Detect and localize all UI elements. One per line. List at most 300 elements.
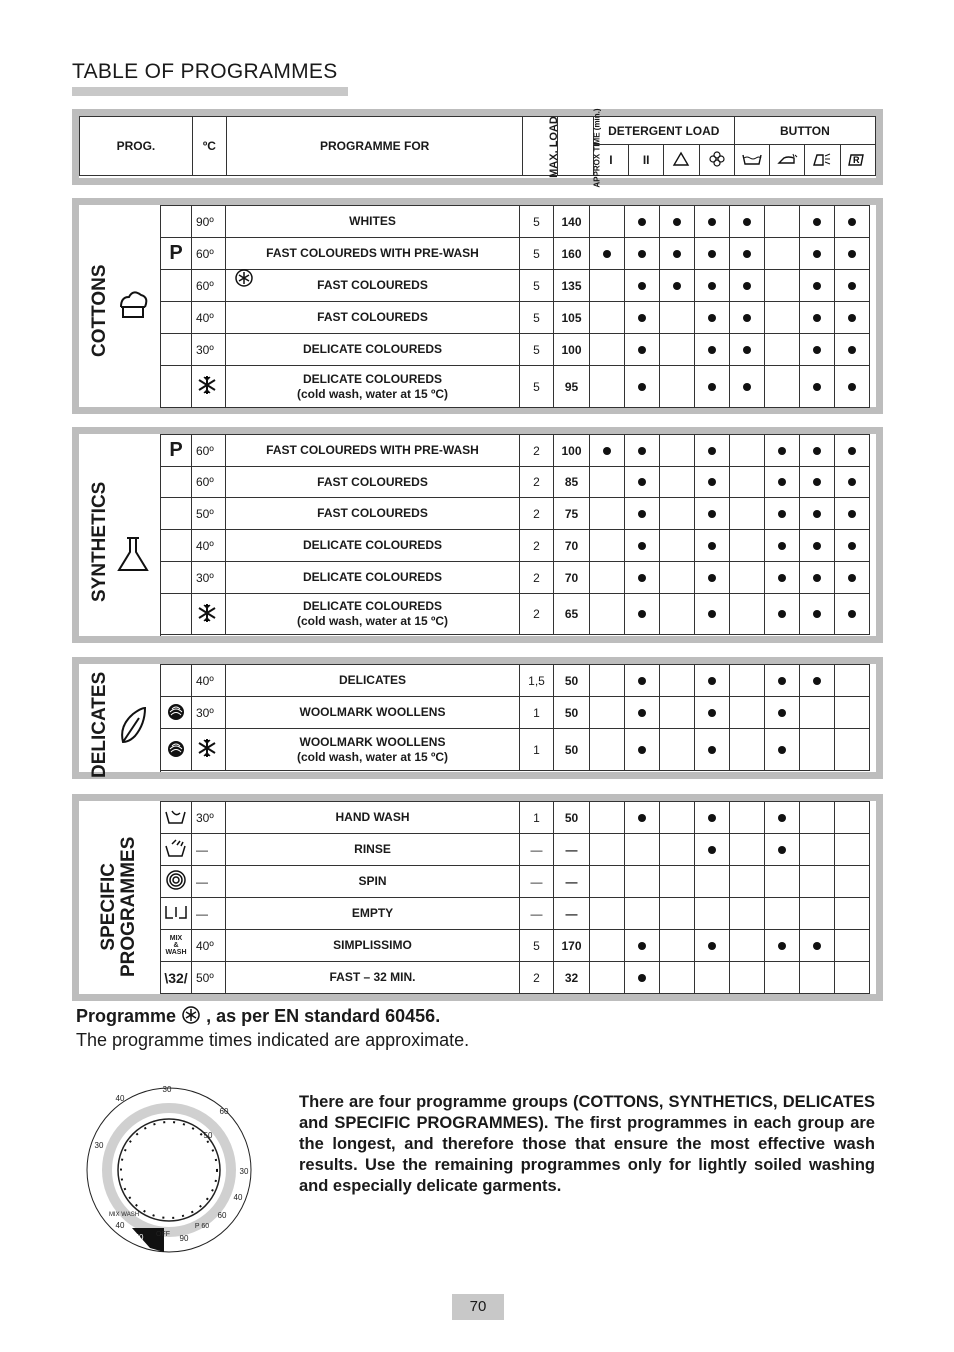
time-cell: 95 (554, 366, 590, 408)
mark-cell (765, 302, 800, 334)
mark-cell (660, 962, 695, 994)
page-number: 70 (452, 1294, 504, 1320)
mark-cell (625, 834, 660, 866)
mark-dot (778, 709, 786, 717)
delicates-icon (115, 704, 149, 746)
mark-cell (590, 435, 625, 467)
delicates-panel (72, 657, 883, 779)
mark-dot (848, 447, 856, 455)
mark-dot (708, 218, 716, 226)
mark-dot (708, 610, 716, 618)
table-row (161, 562, 870, 594)
mark-dot (813, 250, 821, 258)
mark-cell (660, 866, 695, 898)
mark-cell (800, 802, 835, 834)
mark-cell (800, 435, 835, 467)
mark-cell (730, 498, 765, 530)
mark-cell (660, 238, 695, 270)
mark-cell (800, 834, 835, 866)
load-cell: 1 (520, 802, 554, 834)
mark-cell (625, 530, 660, 562)
mark-cell (590, 665, 625, 697)
mark-cell (800, 697, 835, 729)
header-panel (72, 108, 883, 188)
mark-cell (660, 594, 695, 635)
mark-cell (800, 302, 835, 334)
mark-dot (813, 942, 821, 950)
table-row (161, 435, 870, 467)
mark-cell (695, 898, 730, 930)
table-row (161, 962, 870, 994)
load-cell: 5 (520, 366, 554, 408)
mark-dot (848, 478, 856, 486)
dial-label-50b: 50 (134, 1233, 144, 1242)
mark-cell (835, 238, 870, 270)
prog-cell (161, 498, 192, 530)
load-cell: — (520, 834, 554, 866)
prog-cell (161, 562, 192, 594)
synthetics-icon (115, 534, 151, 574)
mark-cell (590, 530, 625, 562)
mark-cell (835, 697, 870, 729)
svg-text:R: R (852, 154, 860, 165)
prog-cell: P (161, 435, 192, 467)
mark-cell (835, 594, 870, 635)
programme-table (160, 801, 870, 994)
mark-dot (778, 942, 786, 950)
mark-cell (730, 665, 765, 697)
time-cell: 140 (554, 206, 590, 238)
mark-cell (730, 467, 765, 498)
mark-dot (638, 610, 646, 618)
mark-dot (813, 478, 821, 486)
mark-dot (778, 542, 786, 550)
synthetics-panel (72, 427, 883, 643)
mark-cell (695, 530, 730, 562)
dial-label-30c: 30 (239, 1167, 249, 1176)
mark-cell (590, 498, 625, 530)
time-cell: 50 (554, 697, 590, 729)
mark-cell (625, 238, 660, 270)
temp-cell: — (192, 866, 226, 898)
mark-cell (835, 334, 870, 366)
mark-cell (660, 530, 695, 562)
mark-dot (638, 314, 646, 322)
header-max-load: MAX. LOAD (523, 117, 557, 176)
mark-cell (625, 206, 660, 238)
group-name: SPECIFIC PROGRAMMES (98, 836, 139, 977)
mark-cell (800, 962, 835, 994)
temp-cell: 50º (192, 962, 226, 994)
mark-cell (800, 930, 835, 962)
mark-cell (730, 930, 765, 962)
mark-cell (590, 206, 625, 238)
mark-cell (800, 270, 835, 302)
spray-icon (805, 145, 840, 176)
temp-cell (192, 366, 226, 408)
mark-dot (813, 314, 821, 322)
programme-cell: SIMPLISSIMO (226, 930, 520, 962)
programme-cell: DELICATE COLOUREDS (cold wash, water at 15 ºC) (226, 594, 520, 635)
mark-cell (765, 729, 800, 771)
dial-label-40b: 40 (233, 1193, 243, 1202)
mark-cell (800, 498, 835, 530)
table-row (161, 270, 870, 302)
mark-cell (695, 334, 730, 366)
mark-dot (708, 346, 716, 354)
en-standard-note: Programme , as per EN standard 60456. (76, 1006, 441, 1026)
mark-dot (813, 677, 821, 685)
dial-label-30a: 30 (162, 1085, 172, 1094)
mark-dot (708, 314, 716, 322)
dial-label-60b: 60 (217, 1211, 227, 1220)
mark-cell (730, 562, 765, 594)
time-cell: 70 (554, 562, 590, 594)
mark-dot (708, 282, 716, 290)
prog-cell (161, 334, 192, 366)
mark-cell (625, 697, 660, 729)
mark-dot (778, 746, 786, 754)
mark-dot (813, 383, 821, 391)
mark-cell (835, 530, 870, 562)
rapid-icon (840, 145, 875, 176)
mark-dot (743, 346, 751, 354)
cottons-panel (72, 198, 883, 414)
mark-cell (765, 930, 800, 962)
mark-dot (603, 250, 611, 258)
header-detergent-load: DETERGENT LOAD (593, 117, 734, 145)
cottons-icon (115, 285, 151, 321)
cold-wash-icon (196, 748, 218, 762)
mark-cell (765, 435, 800, 467)
empty-icon (164, 910, 188, 924)
programme-groups-paragraph: There are four programme groups (COTTONS, SYNTHETICS, DELICATES and SPECIFIC PROGRAMMES). The first programmes in each group are the longest, and therefore those that ensure the most effective wash results. Use the remaining programmes only for lightly soiled washing and especially delicate garments. (299, 1093, 875, 1195)
mark-dot (638, 974, 646, 982)
mark-dot (813, 447, 821, 455)
load-cell: 5 (520, 334, 554, 366)
prog-cell (161, 594, 192, 635)
prog-cell (161, 697, 192, 729)
mark-cell (695, 802, 730, 834)
mark-cell (800, 530, 835, 562)
mark-cell (765, 594, 800, 635)
mark-dot (813, 542, 821, 550)
mark-dot (813, 510, 821, 518)
mark-cell (590, 238, 625, 270)
table-row (161, 697, 870, 729)
mark-cell (730, 834, 765, 866)
mark-dot (708, 814, 716, 822)
prog-cell (161, 729, 192, 771)
mark-cell (660, 435, 695, 467)
rinse-icon (164, 847, 188, 861)
time-cell: 50 (554, 665, 590, 697)
mark-cell (660, 930, 695, 962)
group-name: DELICATES (89, 671, 110, 778)
table-row (161, 334, 870, 366)
mark-cell (625, 802, 660, 834)
en-standard-icon (234, 268, 254, 291)
mark-dot (638, 746, 646, 754)
mark-dot (848, 282, 856, 290)
mark-cell (695, 697, 730, 729)
mark-cell (765, 834, 800, 866)
mark-cell (835, 834, 870, 866)
temp-cell: 60º (192, 270, 226, 302)
mark-cell (835, 962, 870, 994)
table-row (161, 594, 870, 635)
mark-dot (708, 574, 716, 582)
iron-icon (770, 145, 805, 176)
time-cell: 100 (554, 334, 590, 366)
flower-icon (699, 145, 734, 176)
programme-table (160, 664, 870, 771)
load-cell: 2 (520, 594, 554, 635)
table-row (161, 729, 870, 771)
mark-cell (835, 498, 870, 530)
mark-cell (625, 366, 660, 408)
mark-dot (638, 542, 646, 550)
programme-cell: FAST COLOUREDS (226, 498, 520, 530)
programme-cell: WHITES (226, 206, 520, 238)
mark-cell (695, 729, 730, 771)
mark-cell (660, 206, 695, 238)
time-cell: 65 (554, 594, 590, 635)
page-title: TABLE OF PROGRAMMES (72, 60, 338, 83)
mark-dot (638, 814, 646, 822)
mark-dot (673, 250, 681, 258)
temp-cell (192, 594, 226, 635)
programme-cell: DELICATE COLOUREDS (226, 334, 520, 366)
programme-dial (72, 1078, 272, 1258)
temp-cell: — (192, 834, 226, 866)
mark-cell (835, 866, 870, 898)
mark-cell (835, 898, 870, 930)
mark-cell (590, 334, 625, 366)
time-cell: 75 (554, 498, 590, 530)
mark-dot (848, 250, 856, 258)
mark-dot (638, 677, 646, 685)
mark-cell (730, 238, 765, 270)
programme-cell: FAST COLOUREDS (226, 467, 520, 498)
mark-dot (708, 447, 716, 455)
load-cell: 2 (520, 962, 554, 994)
mark-cell (835, 467, 870, 498)
mark-cell (835, 729, 870, 771)
mark-cell (625, 866, 660, 898)
group-label-3 (79, 801, 161, 994)
temp-cell (192, 729, 226, 771)
mark-cell (625, 562, 660, 594)
mark-cell (695, 302, 730, 334)
temp-cell: 30º (192, 697, 226, 729)
mark-cell (695, 594, 730, 635)
header-temp: ºC (192, 117, 226, 176)
mark-cell (660, 802, 695, 834)
handwash-icon (164, 814, 188, 828)
load-cell: 2 (520, 467, 554, 498)
wool-icon (166, 710, 186, 724)
programme-cell: WOOLMARK WOOLLENS (226, 697, 520, 729)
programme-table (160, 205, 870, 408)
mark-cell (625, 898, 660, 930)
mark-cell (660, 302, 695, 334)
mark-cell (660, 729, 695, 771)
mark-cell (765, 238, 800, 270)
prog-cell (161, 302, 192, 334)
group-label-0 (79, 205, 161, 407)
load-cell: 2 (520, 530, 554, 562)
time-cell: — (554, 834, 590, 866)
mark-cell (765, 206, 800, 238)
time-cell: 32 (554, 962, 590, 994)
mark-cell (730, 962, 765, 994)
load-cell: 5 (520, 302, 554, 334)
mark-dot (848, 383, 856, 391)
mark-cell (800, 729, 835, 771)
load-cell: — (520, 866, 554, 898)
header-approx-time: APPROX TIME (min.) (557, 117, 593, 176)
prog-cell (161, 898, 192, 930)
mark-dot (778, 610, 786, 618)
dial-label-50: 50 (203, 1131, 213, 1140)
programme-cell: WOOLMARK WOOLLENS (cold wash, water at 15 ºC) (226, 729, 520, 771)
mark-cell (590, 930, 625, 962)
dial-label-40c: 40 (115, 1221, 125, 1230)
mark-cell (730, 206, 765, 238)
dial-label-30b: 30 (94, 1141, 104, 1150)
mark-cell (835, 435, 870, 467)
mark-cell (695, 498, 730, 530)
programme-cell: FAST COLOUREDS (226, 302, 520, 334)
prog-cell (161, 866, 192, 898)
wool-icon (166, 747, 186, 761)
mark-dot (708, 746, 716, 754)
mark-cell (590, 898, 625, 930)
temp-cell: 30º (192, 802, 226, 834)
mark-cell (590, 834, 625, 866)
mark-cell (730, 530, 765, 562)
prog-cell (161, 270, 192, 302)
dial-label-60a: 60 (219, 1107, 229, 1116)
mark-dot (848, 218, 856, 226)
mark-dot (778, 574, 786, 582)
mark-cell (660, 334, 695, 366)
group-icon (115, 285, 151, 326)
mark-cell (730, 898, 765, 930)
mark-dot (778, 447, 786, 455)
mark-dot (638, 574, 646, 582)
mark-cell (765, 334, 800, 366)
header-button: BUTTON (734, 117, 875, 145)
basin-icon (734, 145, 769, 176)
specific-programmes-panel (72, 794, 883, 1001)
mark-dot (638, 709, 646, 717)
table-row (161, 866, 870, 898)
mark-cell (800, 665, 835, 697)
mark-dot (848, 314, 856, 322)
mark-cell (765, 898, 800, 930)
mark-cell (800, 562, 835, 594)
mark-cell (660, 270, 695, 302)
mark-cell (660, 834, 695, 866)
temp-cell: 40º (192, 302, 226, 334)
spin-icon (165, 880, 187, 894)
table-row (161, 498, 870, 530)
mark-cell (660, 697, 695, 729)
mark-cell (625, 270, 660, 302)
prog-cell (161, 834, 192, 866)
group-icon (115, 534, 151, 579)
dial-off: OFF (156, 1231, 170, 1238)
mark-cell (800, 366, 835, 408)
mark-cell (765, 962, 800, 994)
time-cell: 105 (554, 302, 590, 334)
mark-cell (765, 467, 800, 498)
mark-cell (695, 665, 730, 697)
header-programme-for: PROGRAMME FOR (227, 117, 523, 176)
prog-cell: MIX & WASH (161, 930, 192, 962)
softener-triangle-icon (664, 145, 699, 176)
mark-cell (800, 866, 835, 898)
mark-cell (625, 467, 660, 498)
group-label-1 (79, 434, 161, 636)
mark-cell (730, 866, 765, 898)
temp-cell: 40º (192, 530, 226, 562)
mark-dot (638, 478, 646, 486)
mark-cell (695, 962, 730, 994)
mark-dot (708, 677, 716, 685)
mark-dot (638, 383, 646, 391)
mark-cell (590, 594, 625, 635)
det-col-1: I (593, 145, 628, 176)
mark-dot (743, 383, 751, 391)
mark-dot (638, 346, 646, 354)
programme-table (160, 434, 870, 635)
programme-cell: DELICATE COLOUREDS (cold wash, water at 15 ºC) (226, 366, 520, 408)
mark-dot (603, 447, 611, 455)
det-col-2: II (629, 145, 664, 176)
mark-dot (743, 250, 751, 258)
mark-cell (835, 270, 870, 302)
table-row (161, 206, 870, 238)
group-label-2 (79, 664, 161, 778)
mark-cell (625, 334, 660, 366)
time-cell: 50 (554, 729, 590, 771)
prog-cell: P (161, 238, 192, 270)
table-row (161, 366, 870, 408)
mark-cell (730, 729, 765, 771)
load-cell: 2 (520, 562, 554, 594)
time-cell: 135 (554, 270, 590, 302)
mark-cell (765, 665, 800, 697)
temp-cell: 30º (192, 334, 226, 366)
mark-dot (848, 610, 856, 618)
mark-cell (625, 729, 660, 771)
table-row (161, 238, 870, 270)
mark-cell (590, 729, 625, 771)
mark-cell (835, 562, 870, 594)
mark-cell (730, 270, 765, 302)
mark-cell (730, 366, 765, 408)
prog-cell (161, 206, 192, 238)
mark-cell (800, 206, 835, 238)
prog-cell (161, 366, 192, 408)
mark-dot (708, 709, 716, 717)
approximate-times-note: The programme times indicated are approximate. (76, 1030, 470, 1050)
programme-cell: DELICATES (226, 665, 520, 697)
mark-cell (835, 206, 870, 238)
